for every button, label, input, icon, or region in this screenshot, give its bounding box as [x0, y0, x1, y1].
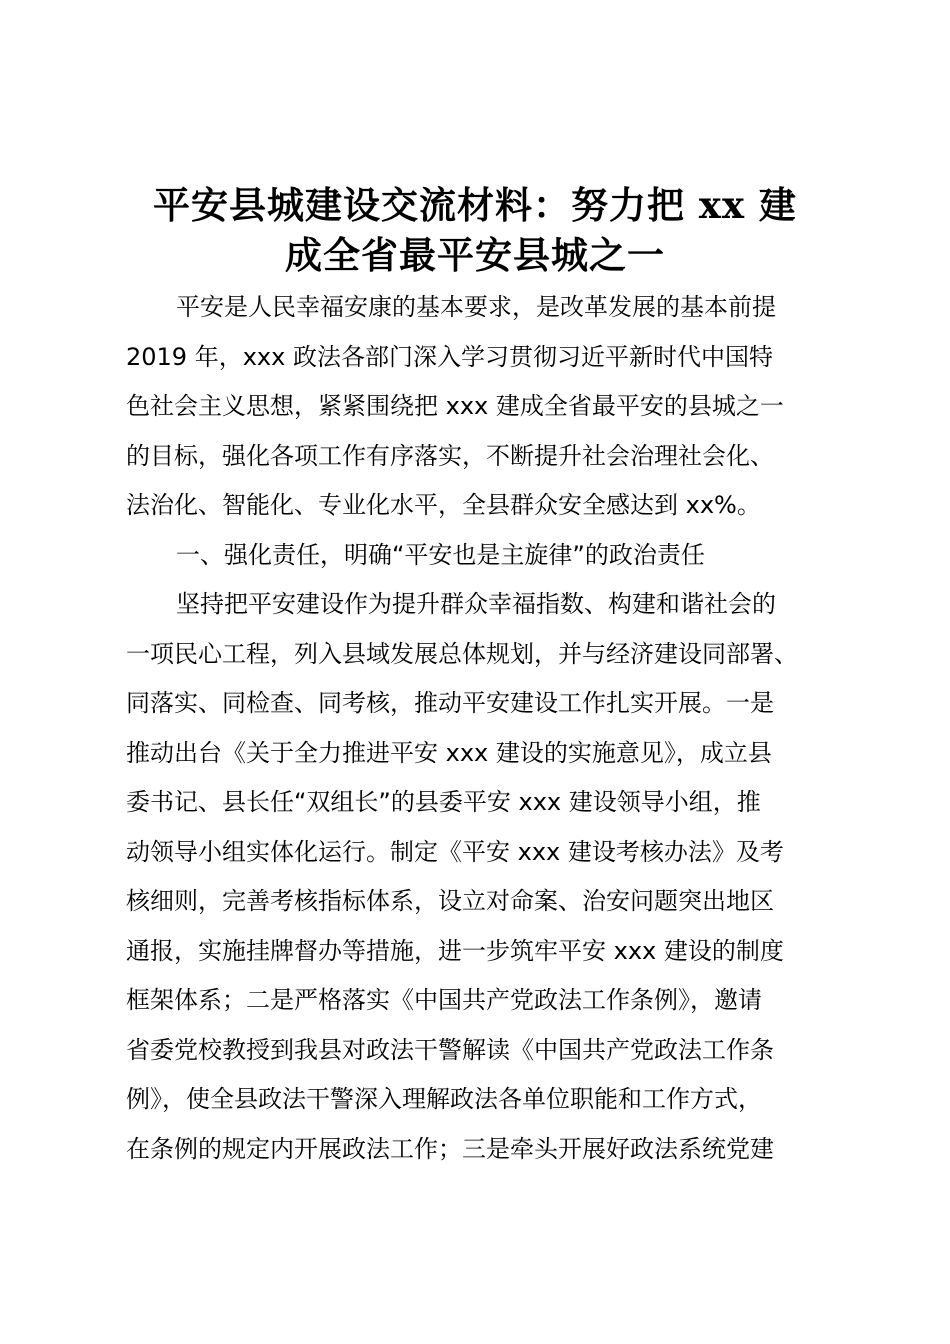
body-line: 推动出台《关于全力推进平安 xxx 建设的实施意见》，成立县 — [126, 738, 772, 767]
body-line: 同落实、同检查、同考核，推动平安建设工作扎实开展。一是 — [126, 689, 774, 717]
body-line: 动领导小组实体化运行。制定《平安 xxx 建设考核办法》及考 — [126, 837, 784, 866]
body-line: 色社会主义思想，紧紧围绕把 xxx 建成全省最平安的县城之一 — [126, 392, 784, 420]
body-line: 坚持把平安建设作为提升群众幸福指数、构建和谐社会的 — [176, 590, 776, 618]
body-line: 的目标，强化各项工作有序落实，不断提升社会治理社会化、 — [126, 441, 774, 470]
body-line: 法治化、智能化、专业化水平，全县群众安全感达到 xx%。 — [126, 491, 761, 519]
document-body — [126, 283, 836, 1174]
document-title — [110, 180, 840, 280]
body-line: 通报，实施挂牌督办等措施，进一步筑牢平安 xxx 建设的制度 — [126, 936, 784, 965]
title-line-1: 平安县城建设交流材料：努力把 xx 建 — [153, 183, 797, 227]
body-line: 2019 年，xxx 政法各部门深入学习贯彻习近平新时代中国特 — [126, 342, 773, 371]
body-line: 框架体系；二是严格落实《中国共产党政法工作条例》，邀请 — [126, 986, 762, 1014]
title-line-2: 成全省最平安县城之一 — [285, 233, 665, 277]
body-line: 平安是人民幸福安康的基本要求，是改革发展的基本前提 — [176, 293, 776, 321]
body-line: 在条例的规定内开展政法工作；三是牵头开展好政法系统党建 — [126, 1134, 774, 1163]
section-heading: 一、强化责任，明确“平安也是主旋律”的政治责任 — [176, 540, 705, 569]
body-line: 核细则，完善考核指标体系，设立对命案、治安问题突出地区 — [126, 887, 774, 915]
body-line: 委书记、县长任“双组长”的县委平安 xxx 建设领导小组，推 — [126, 788, 761, 816]
body-line: 一项民心工程，列入县域发展总体规划，并与经济建设同部署、 — [126, 639, 798, 668]
body-line: 省委党校教授到我县对政法干警解读《中国共产党政法工作条 — [126, 1035, 774, 1064]
body-line: 例》，使全县政法干警深入理解政法各单位职能和工作方式， — [126, 1085, 762, 1113]
